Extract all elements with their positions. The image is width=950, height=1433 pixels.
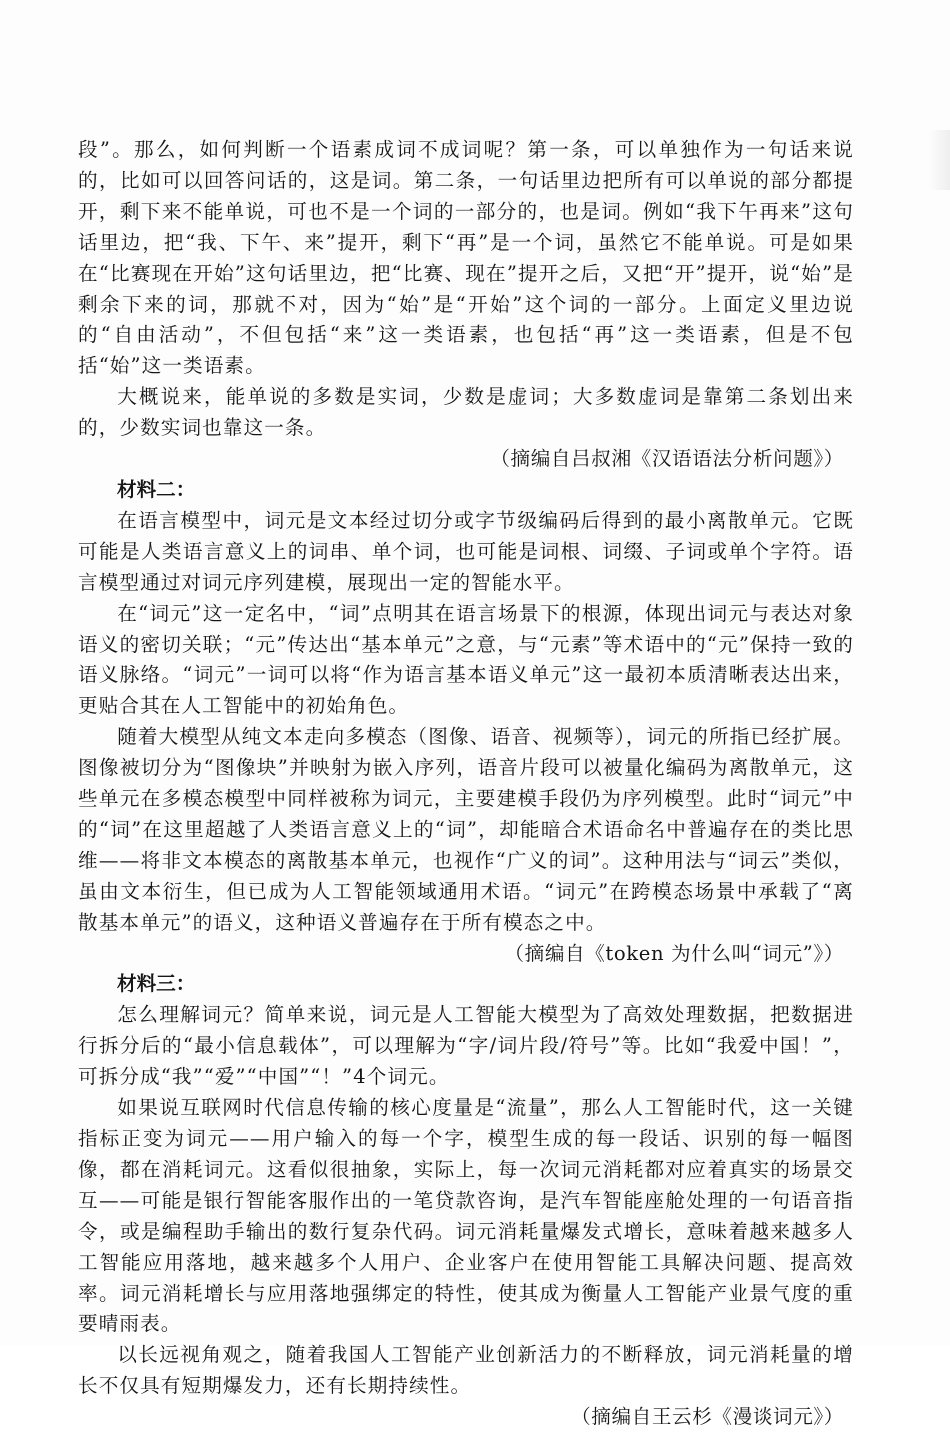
material-two-paragraph-1: 在语言模型中，词元是文本经过切分或字节级编码后得到的最小离散单元。它既可能是人类语言意义上的词串、单个词，也可能是词根、词缀、子词或单个字符。语言模型通过对词元序列建模，展现出一定的智能水平。 bbox=[78, 508, 854, 594]
material-two-heading: 材料二： bbox=[117, 477, 196, 501]
material-two-paragraph-3: 随着大模型从纯文本走向多模态（图像、语音、视频等），词元的所指已经扩展。图像被切分为“图像块”并映射为嵌入序列，语音片段可以被量化编码为离散单元，这些单元在多模态模型中同样被称为词元，主要建模手段仍为序列模型。此时“词元”中的“词”在这里超越了人类语言意义上的“词”，却能暗合术语命名中普遍存在的类比思维——将非文本模态的离散基本单元，也视作“广义的词”。这种用法与“词云”类似，虽由文本衍生，但已成为人工智能领域通用术语。“词元”在跨模态场景中承载了“离散基本单元”的语义，这种语义普遍存在于所有模态之中。 bbox=[78, 725, 854, 934]
material-one-paragraph-2: 大概说来，能单说的多数是实词，少数是虚词；大多数虚词是靠第二条划出来的，少数实词也靠这一条。 bbox=[78, 385, 854, 440]
page-edge-shadow bbox=[928, 130, 950, 190]
reading-material-body bbox=[78, 135, 854, 1433]
material-two-source: （摘编自《token 为什么叫“词元”》） bbox=[504, 941, 844, 965]
material-two-paragraph-2: 在“词元”这一定名中，“词”点明其在语言场景下的根源，体现出词元与表达对象语义的密切关联；“元”传达出“基本单元”之意，与“元素”等术语中的“元”保持一致的语义脉络。“词元”一词可以将“作为语言基本语义单元”这一最初本质清晰表达出来，更贴合其在人工智能中的初始角色。 bbox=[78, 601, 854, 718]
material-three-source: （摘编自王云杉《漫谈词元》） bbox=[571, 1405, 844, 1429]
material-three-paragraph-1: 怎么理解词元？简单来说，词元是人工智能大模型为了高效处理数据，把数据进行拆分后的“最小信息载体”，可以理解为“字/词片段/符号”等。比如“我爱中国！”，可拆分成“我”“爱”“中国”“！”4个词元。 bbox=[78, 1003, 854, 1089]
material-three-heading: 材料三： bbox=[117, 972, 196, 996]
material-one-source: （摘编自吕叔湘《汉语语法分析问题》） bbox=[490, 447, 844, 471]
material-three-paragraph-2: 如果说互联网时代信息传输的核心度量是“流量”，那么人工智能时代，这一关键指标正变为词元——用户输入的每一个字，模型生成的每一段话、识别的每一幅图像，都在消耗词元。这看似很抽象，实际上，每一次词元消耗都对应着真实的场景交互——可能是银行智能客服作出的一笔贷款咨询，是汽车智能座舱处理的一句语音指令，或是编程助手输出的数行复杂代码。词元消耗量爆发式增长，意味着越来越多人工智能应用落地，越来越多个人用户、企业客户在使用智能工具解决问题、提高效率。词元消耗增长与应用落地强绑定的特性，使其成为衡量人工智能产业景气度的重要晴雨表。 bbox=[78, 1096, 854, 1336]
material-three-paragraph-3: 以长远视角观之，随着我国人工智能产业创新活力的不断释放，词元消耗量的增长不仅具有短期爆发力，还有长期持续性。 bbox=[78, 1343, 854, 1398]
material-one-paragraph-1: 段”。那么，如何判断一个语素成词不成词呢？第一条，可以单独作为一句话来说的，比如可以回答问话的，这是词。第二条，一句话里边把所有可以单说的部分都提开，剩下来不能单说，可也不是一个词的一部分的，也是词。例如“我下午再来”这句话里边，把“我、下午、来”提开，剩下“再”是一个词，虽然它不能单说。可是如果在“比赛现在开始”这句话里边，把“比赛、现在”提开之后，又把“开”提开，说“始”是剩余下来的词，那就不对，因为“始”是“开始”这个词的一部分。上面定义里边说的“自由活动”，不但包括“来”这一类语素，也包括“再”这一类语素，但是不包括“始”这一类语素。 bbox=[78, 138, 854, 378]
